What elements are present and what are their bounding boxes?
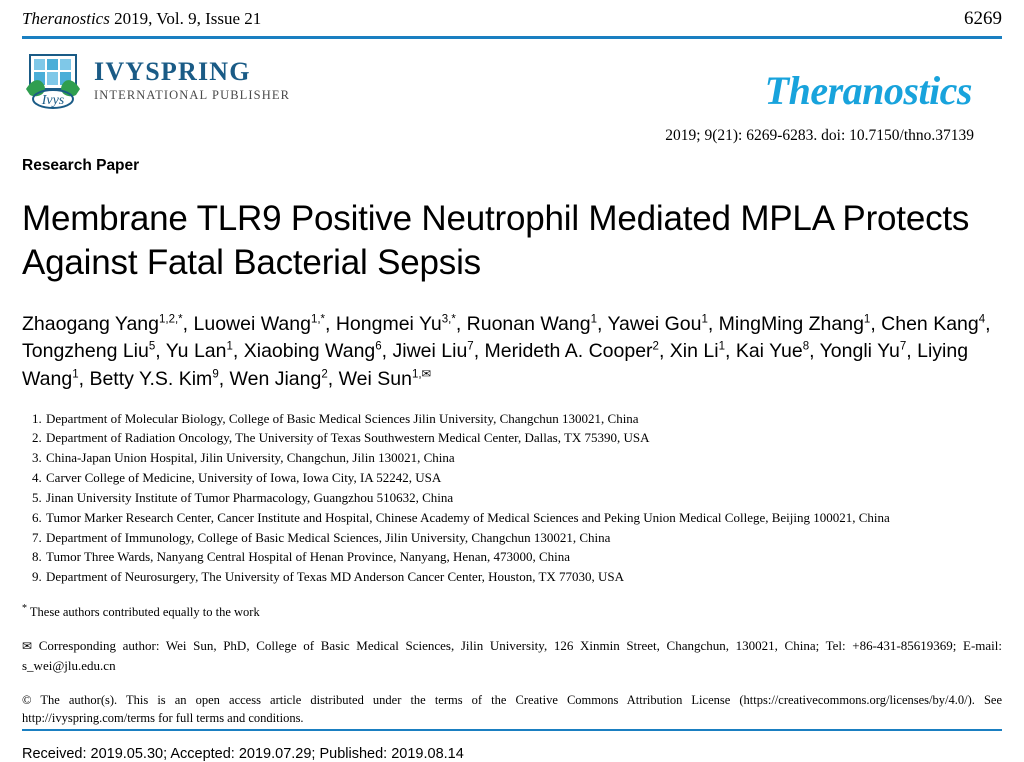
affiliation-row [22, 410, 1002, 429]
citation-line: 2019; 9(21): 6269-6283. doi: 10.7150/thno.37139 [665, 127, 974, 144]
affiliation-number: 5. [32, 489, 42, 505]
footer-rule [22, 729, 1002, 731]
affiliation-text: Carver College of Medicine, University of Iowa, Iowa City, IA 52242, USA [46, 470, 442, 486]
running-head-journal [22, 9, 261, 29]
affiliation-number: 8. [32, 549, 42, 565]
affiliation-list [22, 410, 1002, 588]
copyright-notice: © The author(s). This is an open access article distributed under the terms of the Creative Commons Attribution License (https://creativecommons.org/licenses/by/4.0/). See http://ivyspring.com/terms for full terms and conditions. [22, 693, 1002, 726]
affiliation-row [22, 429, 1002, 448]
affiliation-row [22, 489, 1002, 508]
affiliation-text: China-Japan Union Hospital, Jilin University, Changchun, Jilin 130021, China [46, 450, 455, 466]
svg-text:Ivys: Ivys [41, 93, 65, 108]
masthead [22, 49, 1002, 121]
affiliation-number: 3. [32, 450, 42, 466]
affiliation-text: Department of Radiation Oncology, The University of Texas Southwestern Medical Center, Dallas, TX 75390, USA [46, 430, 650, 446]
affiliation-row [22, 568, 1002, 587]
author-list: Zhaogang Yang$^{1,2,*}$, Luowei Wang$^{1,*}$, Hongmei $Yu^{3,*}$, Ruonan Wang$^1$, Yawei Gou$^1$, MingMing Zhang$^1$, Chen Kang$^4$, Tongzheng Liu$^5$, Yu Lan$^1$, Xiaobing Wang$^6$, Jiwei Liu$^7$, Merideth A. Cooper$^2$, Xin Li$^1$, Kai Yue$^8$, Yongli Yu$^7$, Liying Wang$^1$, Betty Y.S. Kim$^9$, Wen Jiang$^2$, Wei Sun$^{1,✉}$ [22, 312, 991, 390]
journal-logo-text: Theranostics [764, 68, 972, 113]
running-head [22, 0, 1002, 30]
affiliation-number: 1. [32, 410, 42, 426]
affiliation-number: 7. [32, 529, 42, 545]
publisher-subtitle: INTERNATIONAL PUBLISHER [94, 88, 291, 102]
affiliation-number: 4. [32, 470, 42, 486]
affiliation-number: 2. [32, 430, 42, 446]
affiliation-text: Jinan University Institute of Tumor Pharmacology, Guangzhou 510632, China [46, 489, 454, 505]
affiliation-row [22, 469, 1002, 488]
publication-dates: Received: 2019.05.30; Accepted: 2019.07.29; Published: 2019.08.14 [22, 745, 464, 762]
ivyspring-logo-icon [22, 49, 84, 111]
affiliation-text: Tumor Marker Research Center, Cancer Institute and Hospital, Chinese Academy of Medical Sciences and Peking Union Medical College, Beijing 100021, China [46, 509, 890, 525]
affiliation-number: 6. [32, 509, 42, 525]
corresponding-author [22, 636, 1002, 675]
article-type: Research Paper [22, 157, 140, 174]
affiliation-text: Department of Neurosurgery, The University of Texas MD Anderson Cancer Center, Houston, TX 77030, USA [46, 569, 625, 585]
affiliation-text: Tumor Three Wards, Nanyang Central Hospital of Henan Province, Nanyang, Henan, 473000, China [46, 549, 571, 565]
publisher-name: IVYSPRING [94, 57, 251, 86]
corresponding-author-text: Corresponding author: Wei Sun, PhD, College of Basic Medical Sciences, Jilin University, 126 Xinmin Street, Changchun, 130021, China; Tel: +86-431-85619369; E-mail: s_wei@jlu.edu.cn [22, 638, 1002, 673]
affiliation-row [22, 529, 1002, 548]
affiliation-row [22, 548, 1002, 567]
equal-contribution-note [22, 603, 1002, 620]
header-rule [22, 36, 1002, 39]
affiliation-row [22, 449, 1002, 468]
journal-logo [765, 49, 1002, 114]
affiliation-text: Department of Molecular Biology, College of Basic Medical Sciences Jilin University, Changchun 130021, China [46, 410, 639, 426]
equal-contribution-text: These authors contributed equally to the work [29, 605, 260, 620]
running-head-issue: 2019, Vol. 9, Issue 21 [109, 9, 262, 28]
affiliation-number: 9. [32, 569, 42, 585]
affiliation-text: Department of Immunology, College of Basic Medical Sciences, Jilin University, Changchun 130021, China [46, 529, 611, 545]
page-title: Membrane TLR9 Positive Neutrophil Mediated MPLA Protects Against Fatal Bacterial Sepsis [22, 199, 970, 282]
envelope-icon: ✉ [22, 639, 33, 654]
publisher-text [94, 57, 290, 103]
equal-contribution-marker: * [22, 603, 27, 615]
affiliation-row [22, 509, 1002, 528]
page-number: 6269 [964, 8, 1002, 29]
running-head-journal-name: Theranostics [22, 9, 110, 28]
publisher-block [22, 49, 290, 111]
